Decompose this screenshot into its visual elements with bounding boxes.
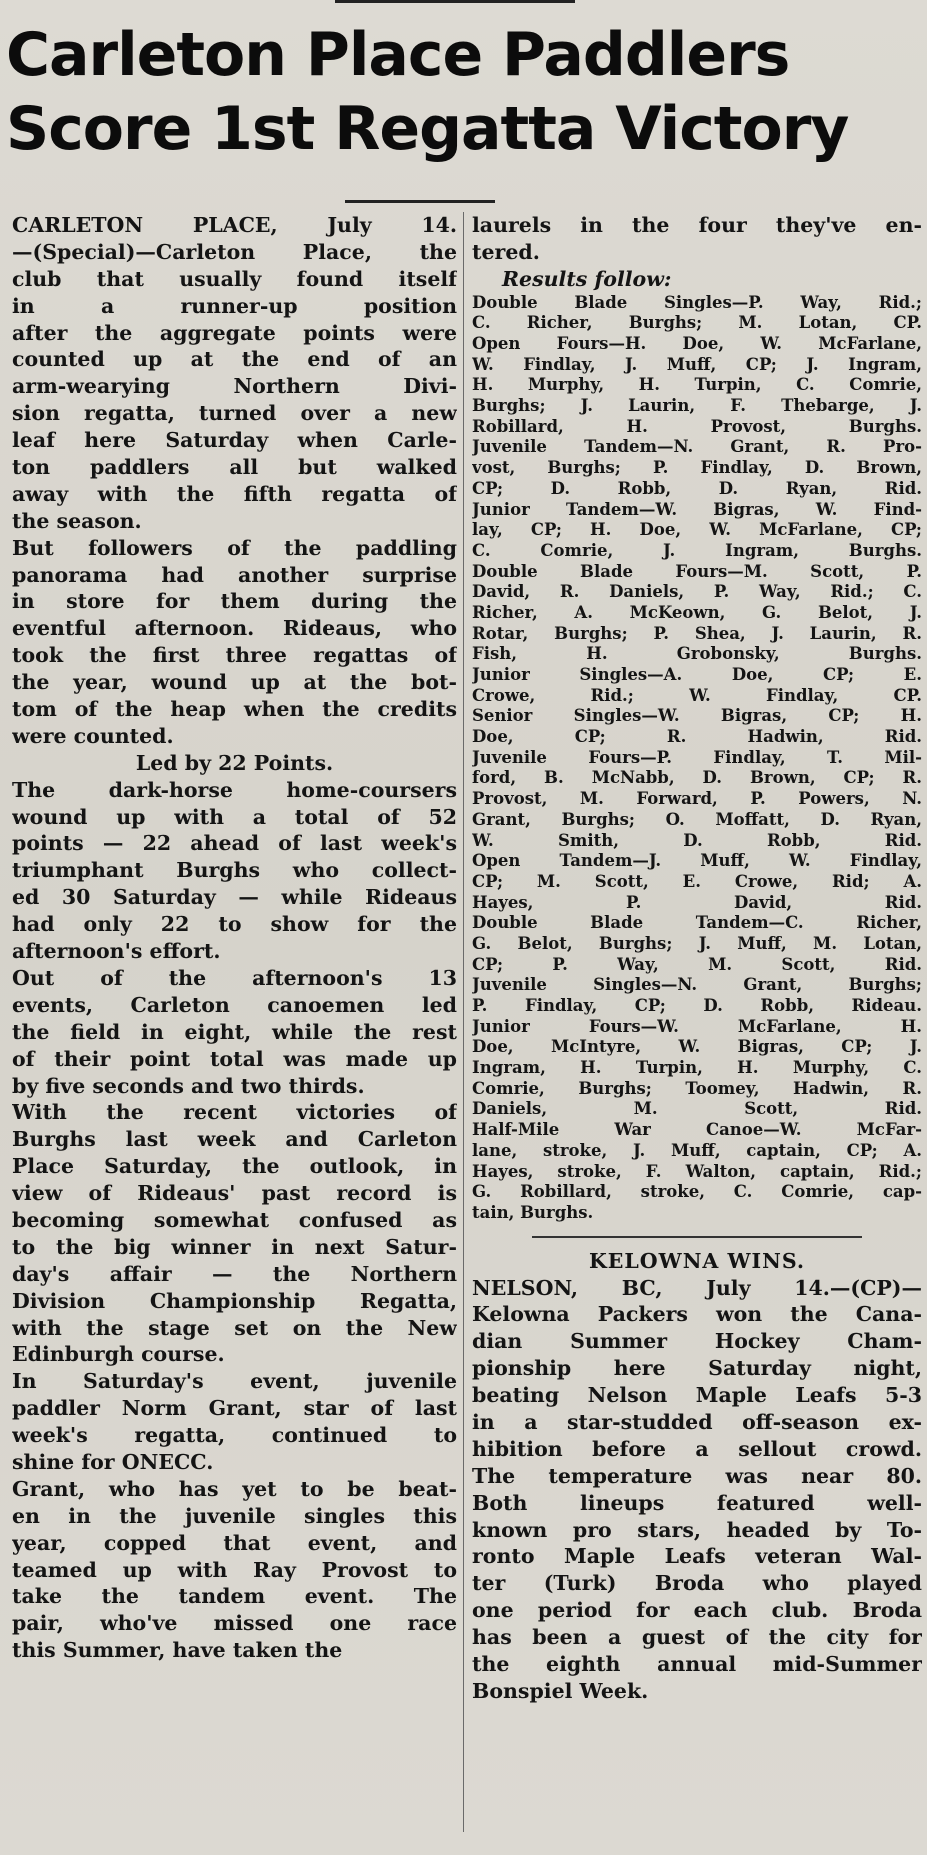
text-line: W. Findlay, J. Muff, CP; J. Ingram,	[472, 354, 922, 374]
text-line: With the recent victories of	[12, 1100, 457, 1125]
text-line: H. Murphy, H. Turpin, C. Comrie,	[472, 375, 922, 395]
top-rule	[335, 0, 575, 3]
text-line: Double Blade Fours—M. Scott, P.	[472, 561, 922, 581]
text-line: in a star-studded off-season ex-	[472, 1409, 922, 1434]
text-line: ed 30 Saturday — while Rideaus	[12, 885, 457, 910]
text-line: W. Smith, D. Robb, Rid.	[472, 830, 922, 850]
text-line: Both lineups featured well-	[472, 1490, 922, 1515]
text-line: Bonspiel Week.	[472, 1678, 649, 1703]
text-line: becoming somewhat confused as	[12, 1207, 457, 1232]
text-line: in store for them during the	[12, 589, 457, 614]
text-line: Juvenile Tandem—N. Grant, R. Pro-	[472, 437, 922, 457]
text-line: Richer, A. McKeown, G. Belot, J.	[472, 602, 922, 622]
paragraph-7	[12, 1476, 457, 1664]
text-line: Robillard, H. Provost, Burghs.	[472, 416, 922, 436]
text-line: this Summer, have taken the	[12, 1638, 343, 1663]
text-line: —(Special)—Carleton Place, the	[12, 239, 457, 264]
text-line: had only 22 to show for the	[12, 912, 457, 937]
text-line: panorama had another surprise	[12, 562, 457, 587]
text-line: one period for each club. Broda	[472, 1598, 922, 1623]
text-line: CARLETON PLACE, July 14.	[12, 213, 457, 237]
text-line: Burghs last week and Carleton	[12, 1127, 457, 1152]
paragraph-2	[12, 535, 457, 750]
text-line: Daniels, M. Scott, Rid.	[472, 1099, 922, 1119]
text-line: pionship here Saturday night,	[472, 1356, 922, 1381]
paragraph-4	[12, 965, 457, 1099]
text-line: arm-wearying Northern Divi-	[12, 374, 457, 399]
text-line: wound up with a total of 52	[12, 804, 457, 829]
text-line: Hayes, stroke, F. Walton, captain, Rid.;	[472, 1161, 922, 1181]
text-line: Double Blade Tandem—C. Richer,	[472, 913, 922, 933]
text-line: after the aggregate points were	[12, 320, 457, 345]
text-line: en in the juvenile singles this	[12, 1503, 457, 1528]
left-column	[12, 212, 457, 1664]
text-line: take the tandem event. The	[12, 1584, 457, 1609]
headline-line-1: Carleton Place Paddlers	[6, 20, 790, 90]
text-line: Grant, who has yet to be beat-	[12, 1476, 457, 1501]
text-line: points — 22 ahead of last week's	[12, 831, 457, 856]
text-line: vost, Burghs; P. Findlay, D. Brown,	[472, 458, 922, 478]
text-line: Provost, M. Forward, P. Powers, N.	[472, 789, 922, 809]
text-line: view of Rideaus' past record is	[12, 1181, 457, 1206]
text-line: G. Robillard, stroke, C. Comrie, cap-	[472, 1182, 922, 1202]
text-line: club that usually found itself	[12, 266, 457, 291]
right-column	[472, 212, 922, 1705]
intro-paragraph	[472, 212, 922, 266]
text-line: Senior Singles—W. Bigras, CP; H.	[472, 706, 922, 726]
kelowna-paragraph	[472, 1275, 922, 1705]
text-line: The temperature was near 80.	[472, 1463, 922, 1488]
column-divider	[463, 212, 464, 1832]
text-line: of their point total was made up	[12, 1046, 457, 1071]
text-line: away with the fifth regatta of	[12, 481, 457, 506]
text-line: eventful afternoon. Rideaus, who	[12, 616, 457, 641]
text-line: shine for ONECC.	[12, 1449, 214, 1474]
paragraph-1	[12, 212, 457, 535]
text-line: tain, Burghs.	[472, 1202, 594, 1222]
text-line: Open Fours—H. Doe, W. McFarlane,	[472, 334, 922, 354]
text-line: ronto Maple Leafs veteran Wal-	[472, 1544, 922, 1569]
results-list	[472, 293, 922, 1224]
text-line: Junior Singles—A. Doe, CP; E.	[472, 665, 922, 685]
text-line: Out of the afternoon's 13	[12, 965, 457, 990]
text-line: But followers of the paddling	[12, 535, 457, 560]
text-line: hibition before a sellout crowd.	[472, 1436, 922, 1461]
text-line: C. Richer, Burghs; M. Lotan, CP.	[472, 313, 922, 333]
text-line: in a runner-up position	[12, 293, 457, 318]
headline-line-2: Score 1st Regatta Victory	[6, 94, 849, 164]
text-line: ton paddlers all but walked	[12, 455, 457, 480]
text-line: G. Belot, Burghs; J. Muff, M. Lotan,	[472, 933, 922, 953]
text-line: triumphant Burghs who collect-	[12, 858, 457, 883]
text-line: Fish, H. Grobonsky, Burghs.	[472, 644, 922, 664]
text-line: leaf here Saturday when Carle-	[12, 428, 457, 453]
text-line: Comrie, Burghs; Toomey, Hadwin, R.	[472, 1078, 922, 1098]
text-line: by five seconds and two thirds.	[12, 1073, 365, 1098]
text-line: sion regatta, turned over a new	[12, 401, 457, 426]
text-line: the year, wound up at the bot-	[12, 670, 457, 695]
text-line: C. Comrie, J. Ingram, Burghs.	[472, 540, 922, 560]
headline-rule	[345, 200, 495, 203]
text-line: Grant, Burghs; O. Moffatt, D. Ryan,	[472, 809, 922, 829]
text-line: Junior Fours—W. McFarlane, H.	[472, 1016, 922, 1036]
text-line: CP; D. Robb, D. Ryan, Rid.	[472, 478, 922, 498]
text-line: events, Carleton canoemen led	[12, 992, 457, 1017]
paragraph-5	[12, 1099, 457, 1368]
subhead: Led by 22 Points.	[135, 750, 334, 775]
text-line: Open Tandem—J. Muff, W. Findlay,	[472, 851, 922, 871]
text-line: were counted.	[12, 723, 174, 748]
text-line: Ingram, H. Turpin, H. Murphy, C.	[472, 1058, 922, 1078]
text-line: Burghs; J. Laurin, F. Thebarge, J.	[472, 396, 922, 416]
headline	[6, 18, 921, 166]
text-line: Kelowna Packers won the Cana-	[472, 1302, 922, 1327]
text-line: known pro stars, headed by To-	[472, 1517, 922, 1542]
results-heading: Results follow:	[502, 266, 672, 291]
text-line: Hayes, P. David, Rid.	[472, 892, 922, 912]
text-line: lay, CP; H. Doe, W. McFarlane, CP;	[472, 520, 922, 540]
text-line: Doe, CP; R. Hadwin, Rid.	[472, 727, 922, 747]
text-line: took the first three regattas of	[12, 643, 457, 668]
text-line: tom of the heap when the credits	[12, 697, 457, 722]
text-line: laurels in the four they've en-	[472, 213, 922, 237]
text-line: ford, B. McNabb, D. Brown, CP; R.	[472, 768, 922, 788]
text-line: week's regatta, continued to	[12, 1423, 457, 1448]
text-line: In Saturday's event, juvenile	[12, 1369, 457, 1394]
text-line: ter (Turk) Broda who played	[472, 1571, 922, 1596]
text-line: Place Saturday, the outlook, in	[12, 1154, 457, 1179]
text-line: the season.	[12, 508, 142, 533]
paragraph-3	[12, 777, 457, 965]
text-line: David, R. Daniels, P. Way, Rid.; C.	[472, 582, 922, 602]
text-line: to the big winner in next Satur-	[12, 1234, 457, 1259]
text-line: afternoon's effort.	[12, 939, 221, 964]
text-line: day's affair — the Northern	[12, 1261, 457, 1286]
text-line: Junior Tandem—W. Bigras, W. Find-	[472, 499, 922, 519]
text-line: the eighth annual mid-Summer	[472, 1651, 922, 1676]
text-line: Half-Mile War Canoe—W. McFar-	[472, 1120, 922, 1140]
text-line: CP; P. Way, M. Scott, Rid.	[472, 954, 922, 974]
text-line: lane, stroke, J. Muff, captain, CP; A.	[472, 1140, 922, 1160]
text-line: Doe, McIntyre, W. Bigras, CP; J.	[472, 1037, 922, 1057]
text-line: P. Findlay, CP; D. Robb, Rideau.	[472, 996, 922, 1016]
text-line: pair, who've missed one race	[12, 1611, 457, 1636]
text-line: CP; M. Scott, E. Crowe, Rid; A.	[472, 871, 922, 891]
text-line: Double Blade Singles—P. Way, Rid.;	[472, 292, 922, 312]
text-line: Division Championship Regatta,	[12, 1288, 457, 1313]
text-line: with the stage set on the New	[12, 1315, 457, 1340]
text-line: Crowe, Rid.; W. Findlay, CP.	[472, 685, 922, 705]
text-line: The dark-horse home-coursers	[12, 777, 457, 802]
text-line: Juvenile Singles—N. Grant, Burghs;	[472, 975, 922, 995]
text-line: beating Nelson Maple Leafs 5-3	[472, 1383, 922, 1408]
text-line: counted up at the end of an	[12, 347, 457, 372]
text-line: dian Summer Hockey Cham-	[472, 1329, 922, 1354]
text-line: NELSON, BC, July 14.—(CP)—	[472, 1275, 922, 1300]
text-line: has been a guest of the city for	[472, 1625, 922, 1650]
kelowna-title: KELOWNA WINS.	[588, 1248, 806, 1273]
section-rule	[532, 1236, 862, 1238]
text-line: Edinburgh course.	[12, 1342, 225, 1367]
text-line: tered.	[472, 239, 540, 264]
text-line: paddler Norm Grant, star of last	[12, 1396, 457, 1421]
paragraph-6	[12, 1368, 457, 1476]
text-line: Juvenile Fours—P. Findlay, T. Mil-	[472, 747, 922, 767]
text-line: the field in eight, while the rest	[12, 1019, 457, 1044]
text-line: Rotar, Burghs; P. Shea, J. Laurin, R.	[472, 623, 922, 643]
text-line: teamed up with Ray Provost to	[12, 1557, 457, 1582]
text-line: year, copped that event, and	[12, 1530, 457, 1555]
